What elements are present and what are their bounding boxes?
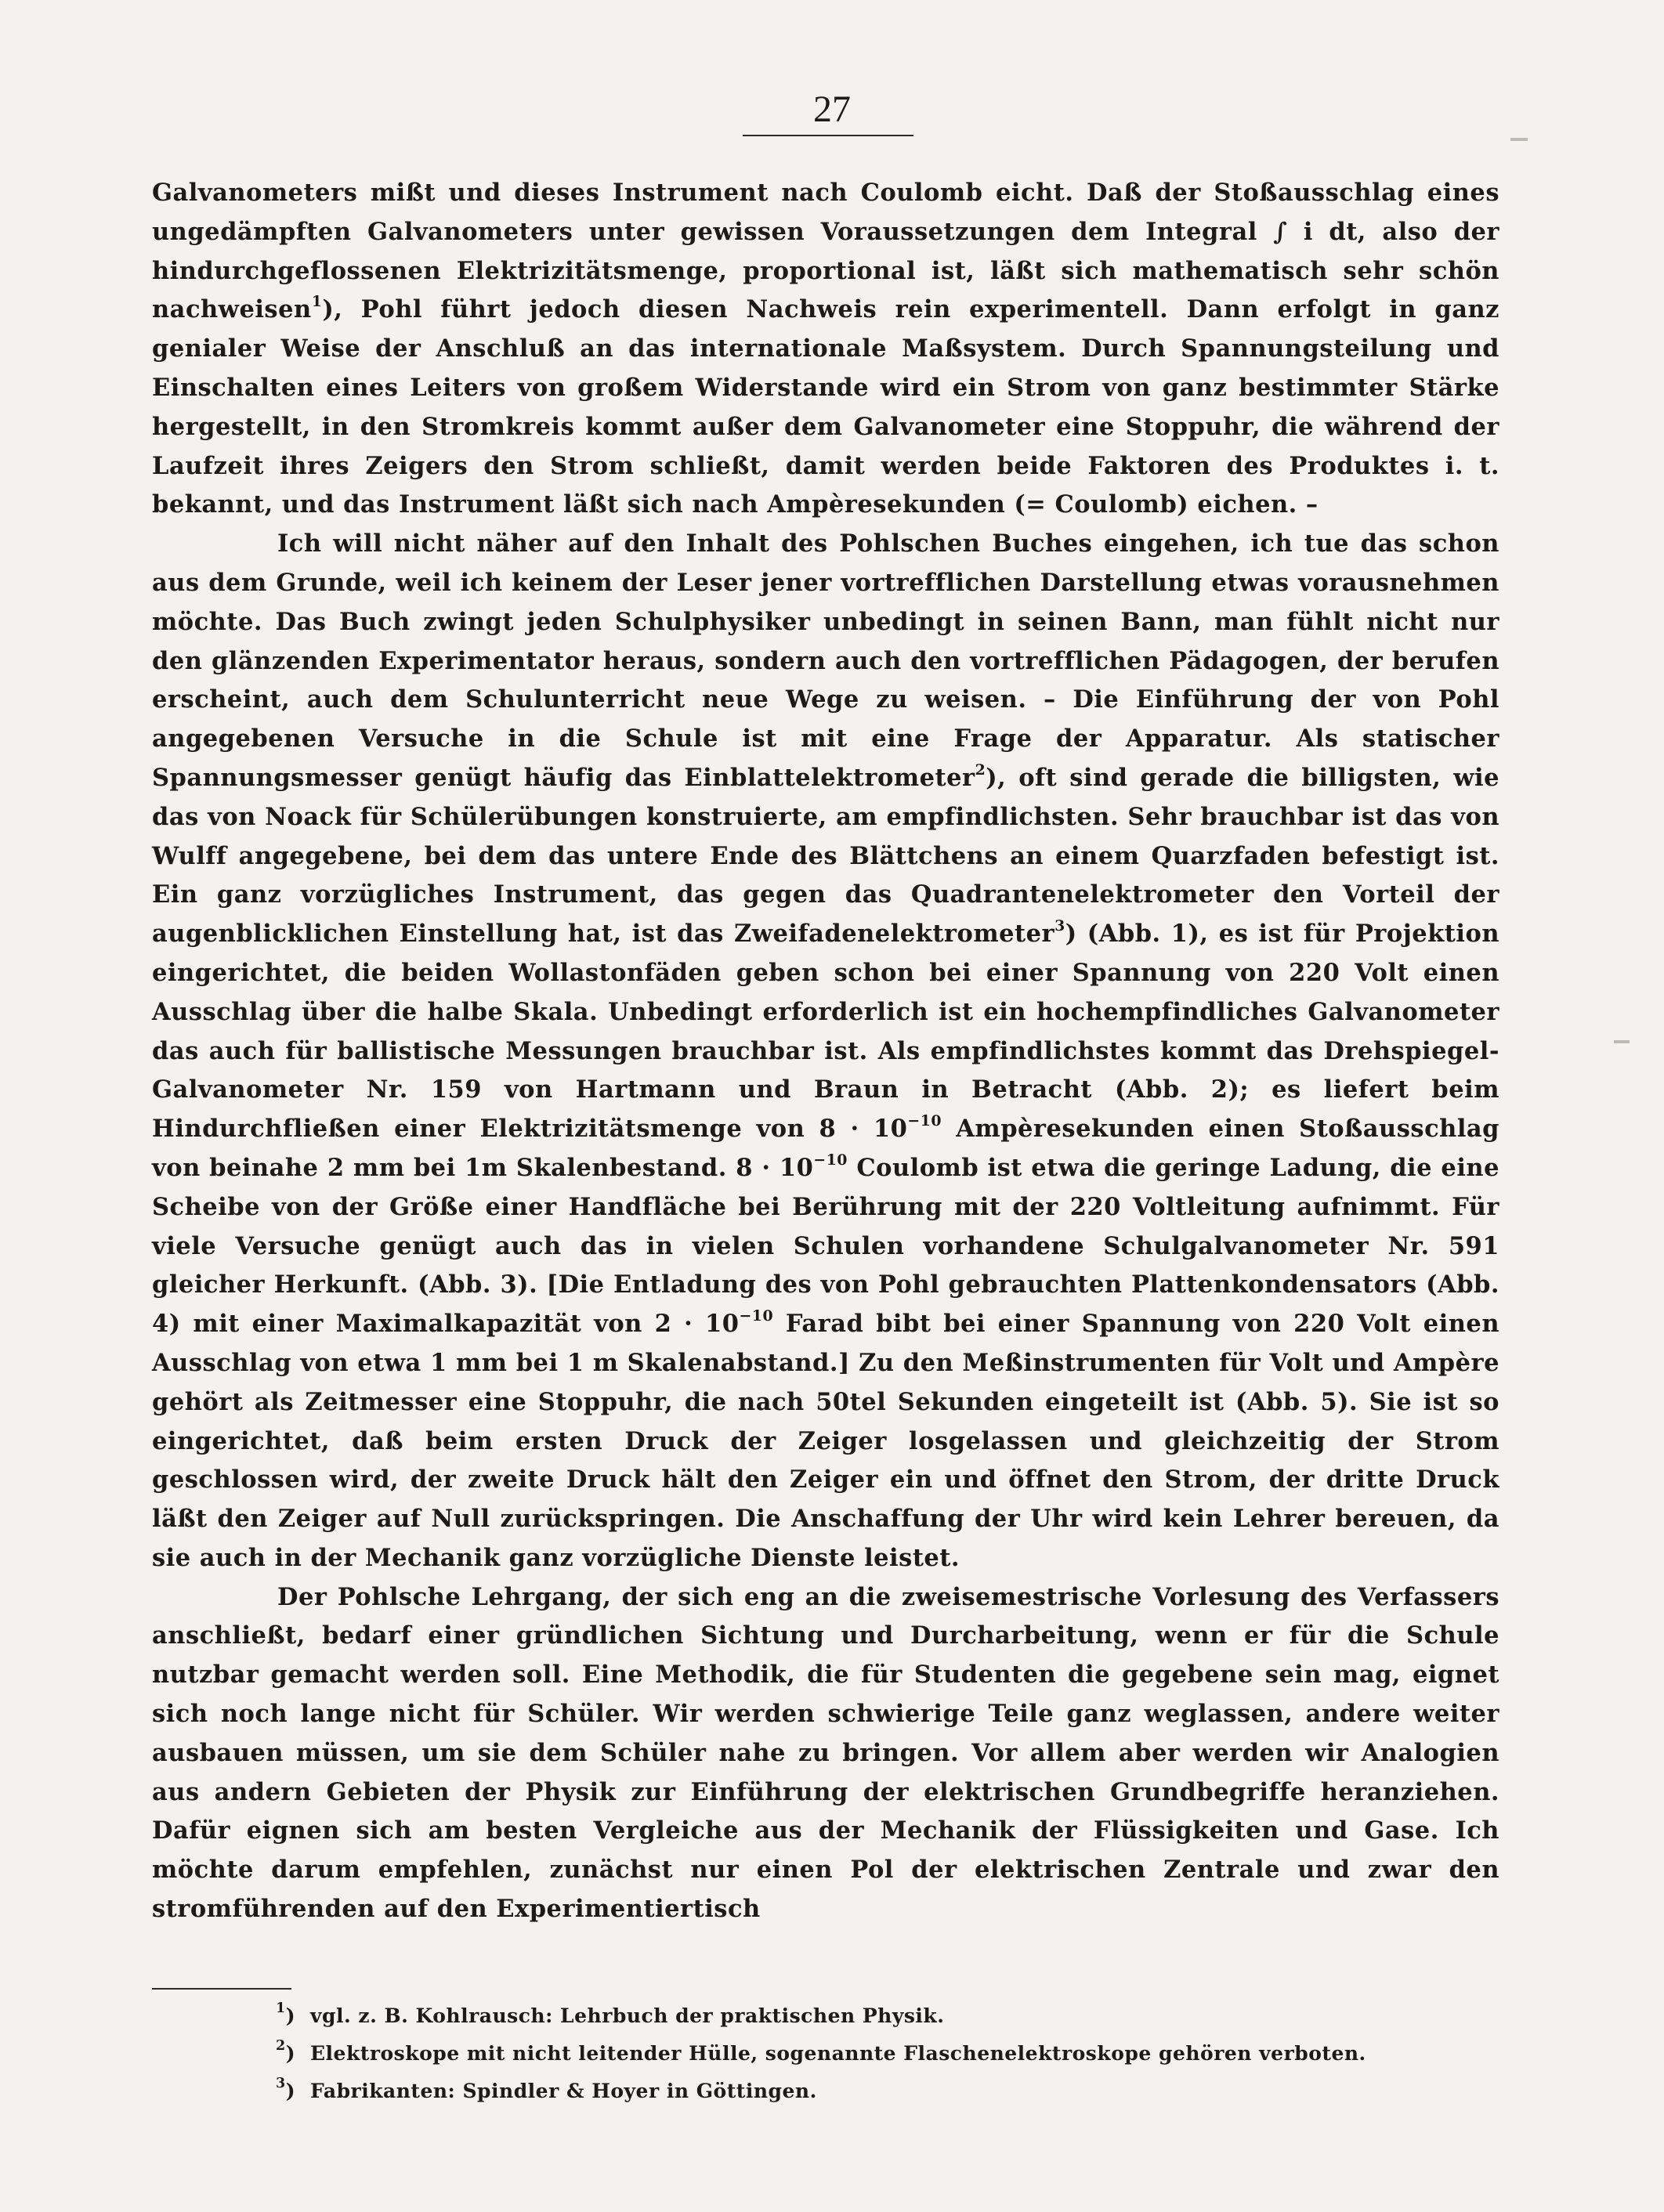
footnote-ref: 3: [1054, 916, 1065, 934]
footnote: [276, 2035, 1482, 2073]
paragraph-text: ), oft sind gerade die billigsten, wie das von Noack für Schülerübungen konstruierte, am empfindlichsten. Sehr brauchbar ist das von Wulff angegebene, bei dem das untere Ende des Blättchens an einem Quarzfaden befestigt ist. Ein ganz vorzügliches Instrument, das gegen das Quadrantenelektrometer den Vorteil der augenblicklichen Einstellung hat, ist das Zweifadenelektrometer: [152, 763, 1500, 949]
footnote: [276, 2073, 1482, 2110]
footnote-text: vgl. z. B. Kohlrausch: Lehrbuch der praktischen Physik.: [310, 2004, 945, 2027]
footnote-rule: [152, 1988, 291, 1990]
exponent: −10: [813, 1151, 848, 1169]
paragraph-1: [152, 174, 1499, 525]
paragraph-text: ) (Abb. 1), es ist für Projektion eingerichtet, die beiden Wollastonfäden geben schon bei einer Spannung von 220 Volt einen Ausschlag über die halbe Skala. Unbedingt erforderlich ist ein hochempfindliches Galvanometer das auch für ballistische Messungen brauchbar ist. Als empfindlichstes kommt das Drehspiegel-Galvanometer Nr. 159 von Hartmann und Braun in Betracht (Abb. 2); es liefert beim Hindurchfließen einer Elektrizitätsmenge von 8 · 10: [152, 920, 1499, 1144]
exponent: −10: [907, 1111, 942, 1129]
paragraph-text: ), Pohl führt jedoch diesen Nachweis rein experimentell. Dann erfolgt in ganz genialer Weise der Anschluß an das internationale Maßsystem. Durch Spannungsteilung und Einschalten eines Leiters von großem Widerstande wird ein Strom von ganz bestimmter Stärke hergestellt, in den Stromkreis kommt außer dem Galvanometer eine Stoppuhr, die während der Laufzeit ihres Zeigers den Strom schließt, damit werden beide Faktoren des Produktes i. t. bekannt, und das Instrument läßt sich nach Ampèresekunden (= Coulomb) eichen. –: [152, 295, 1499, 519]
footnote-marker: $^1$): [276, 2000, 296, 2027]
footnote-ref: 2: [975, 761, 986, 779]
footnotes: [276, 1997, 1482, 2110]
scan-mark: [1614, 1040, 1630, 1043]
footnote-text: Fabrikanten: Spindler & Hoyer in Göttingen.: [310, 2080, 817, 2102]
paragraph-3: [152, 1578, 1499, 1929]
body-text: [152, 174, 1499, 1929]
footnote-text: Elektroskope mit nicht leitender Hülle, sogenannte Flaschenelektroskope gehören verboten.: [310, 2042, 1366, 2065]
paragraph-text: Coulomb ist etwa die geringe Ladung, die eine Scheibe von der Größe einer Handfläche bei Berührung mit der 220 Voltleitung aufnimmt. Für viele Versuche genügt auch das in vielen Schulen vorhandene Schulgalvanometer Nr. 591 gleicher Herkunft. (Abb. 3). [Die Entladung des von Pohl gebrauchten Plattenkondensators (Abb. 4) mit einer Maximalkapazität von 2 · 10: [152, 1153, 1499, 1339]
paragraph-text: Galvanometers mißt und dieses Instrument nach Coulomb eicht. Daß der Stoßausschlag eines ungedämpften Galvanometers unter gewissen Voraussetzungen dem Integral ∫ i dt, also der hindurchgeflossenen Elektrizitätsmenge, proportional ist, läßt sich mathematisch sehr schön nachweisen: [152, 179, 1499, 324]
footnote: [276, 1997, 1482, 2035]
scan-mark: [1510, 138, 1528, 141]
paragraph-text: Ampèresekunden einen Stoßausschlag von beinahe 2 mm bei 1m Skalenbestand. 8 · 10: [152, 1115, 1499, 1182]
footnote-ref: 1: [311, 293, 323, 311]
paragraph-text: Der Pohlsche Lehrgang, der sich eng an die zweisemestrische Vorlesung des Verfassers anschließt, bedarf einer gründlichen Sichtung und Durcharbeitung, wenn er für die Schule nutzbar gemacht werden soll. Eine Methodik, die für Studenten die gegebene sein mag, eignet sich noch lange nicht für Schüler. Wir werden schwierige Teile ganz weglassen, andere weiter ausbauen müssen, um sie dem Schüler nahe zu bringen. Vor allem aber werden wir Analogien aus andern Gebieten der Physik zur Einführung der elektrischen Grundbegriffe heranziehen. Dafür eignen sich am besten Vergleiche aus der Mechanik der Flüssigkeiten und Gase. Ich möchte darum empfehlen, zunächst nur einen Pol der elektrischen Zentrale und zwar den stromführenden auf den Experimentiertisch: [152, 1582, 1499, 1924]
exponent: −10: [739, 1307, 774, 1325]
footnote-marker: $^2$): [276, 2037, 296, 2065]
paragraph-text: Ich will nicht näher auf den Inhalt des Pohlschen Buches eingehen, ich tue das schon aus dem Grunde, weil ich keinem der Leser jener vortrefflichen Darstellung etwas vorausnehmen möchte. Das Buch zwingt jeden Schulphysiker unbedingt in seinen Bann, man fühlt nicht nur den glänzenden Experimentator heraus, sondern auch den vortrefflichen Pädagogen, der berufen erscheint, auch dem Schulunterricht neue Wege zu weisen. – Die Einführung der von Pohl angegebenen Versuche in die Schule ist mit eine Frage der Apparatur. Als statischer Spannungsmesser genügt häufig das Einblattelektrometer: [152, 530, 1499, 792]
page-number-rule: [743, 135, 913, 136]
footnote-marker: $^3$): [276, 2075, 296, 2102]
paragraph-text: Farad bibt bei einer Spannung von 220 Volt einen Ausschlag von etwa 1 mm bei 1 m Skalenabstand.] Zu den Meßinstrumenten für Volt und Ampère gehört als Zeitmesser eine Stoppuhr, die nach 50tel Sekunden eingeteilt ist (Abb. 5). Sie ist so eingerichtet, daß beim ersten Druck der Zeiger losgelassen und gleichzeitig der Strom geschlossen wird, der zweite Druck hält den Zeiger ein und öffnet den Strom, der dritte Druck läßt den Zeiger auf Null zurückspringen. Die Anschaffung der Uhr wird kein Lehrer bereuen, da sie auch in der Mechanik ganz vorzügliche Dienste leistet.: [152, 1310, 1499, 1572]
page-number: 27: [813, 89, 851, 130]
paragraph-2: [152, 525, 1499, 1578]
